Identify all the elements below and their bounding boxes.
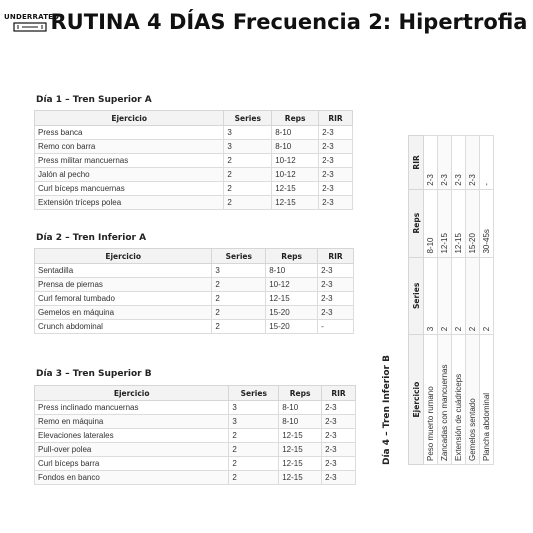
col-header-rir: RIR (319, 111, 353, 126)
logo-text: UNDERRATED (4, 13, 60, 21)
day-3-table (34, 385, 356, 485)
reps-cell: 12-15 (438, 189, 452, 257)
day-2-table (34, 248, 354, 334)
table-row (452, 136, 466, 465)
col-header-reps: Reps (266, 249, 318, 264)
exercise-cell: Crunch abdominal (35, 320, 212, 334)
table-row (35, 292, 354, 306)
table-row (35, 126, 353, 140)
col-header-exercise: Ejercicio (35, 386, 229, 401)
col-header-exercise: Ejercicio (35, 249, 212, 264)
table-row (35, 182, 353, 196)
table-row (35, 154, 353, 168)
exercise-cell: Elevaciones laterales (35, 429, 229, 443)
col-header-exercise: Ejercicio (35, 111, 224, 126)
day-3-title: Día 3 – Tren Superior B (36, 369, 152, 379)
series-cell: 2 (229, 443, 279, 457)
table-row (35, 196, 353, 210)
exercise-cell: Gemelos sentado (466, 335, 480, 465)
exercise-cell: Press banca (35, 126, 224, 140)
series-cell: 3 (229, 401, 279, 415)
reps-cell: 12-15 (452, 189, 466, 257)
table-row (35, 415, 356, 429)
series-cell: 2 (212, 278, 266, 292)
day-4-table (408, 135, 494, 465)
table-header-row (35, 386, 356, 401)
exercise-cell: Fondos en banco (35, 471, 229, 485)
series-cell: 2 (480, 257, 494, 335)
reps-cell: 10-12 (272, 154, 319, 168)
table-row (35, 443, 356, 457)
reps-cell: 15-20 (466, 189, 480, 257)
series-cell: 2 (438, 257, 452, 335)
rir-cell: 2-3 (438, 136, 452, 190)
exercise-cell: Zancadas con mancuernas (438, 335, 452, 465)
col-header-rir: RIR (318, 249, 354, 264)
exercise-cell: Sentadilla (35, 264, 212, 278)
series-cell: 2 (212, 320, 266, 334)
exercise-cell: Remo con barra (35, 140, 224, 154)
table-row (35, 457, 356, 471)
table-row (35, 140, 353, 154)
series-cell: 3 (229, 415, 279, 429)
day-2-title: Día 2 – Tren Inferior A (36, 233, 147, 243)
table-header-row (409, 136, 424, 465)
col-header-series: Series (224, 111, 272, 126)
reps-cell: 12-15 (279, 471, 322, 485)
col-header-series: Series (212, 249, 266, 264)
rir-cell: 2-3 (322, 471, 356, 485)
rir-cell: 2-3 (322, 415, 356, 429)
day-4-rotated-block (382, 135, 494, 465)
col-header-rir: RIR (322, 386, 356, 401)
table-row (438, 136, 452, 465)
exercise-cell: Prensa de piernas (35, 278, 212, 292)
reps-cell: 12-15 (279, 443, 322, 457)
col-header-series: Series (229, 386, 279, 401)
exercise-cell: Jalón al pecho (35, 168, 224, 182)
rir-cell: 2-3 (322, 401, 356, 415)
table-row (466, 136, 480, 465)
rir-cell: 2-3 (424, 136, 438, 190)
col-header-reps: Reps (409, 189, 424, 257)
exercise-cell: Pull-over polea (35, 443, 229, 457)
reps-cell: 8-10 (272, 126, 319, 140)
reps-cell: 8-10 (424, 189, 438, 257)
exercise-cell: Remo en máquina (35, 415, 229, 429)
rir-cell: 2-3 (319, 168, 353, 182)
rir-cell: 2-3 (319, 182, 353, 196)
series-cell: 2 (224, 196, 272, 210)
rir-cell: 2-3 (466, 136, 480, 190)
reps-cell: 12-15 (272, 196, 319, 210)
rir-cell: 2-3 (319, 154, 353, 168)
col-header-series: Series (409, 257, 424, 335)
series-cell: 2 (229, 429, 279, 443)
reps-cell: 12-15 (272, 182, 319, 196)
reps-cell: 10-12 (272, 168, 319, 182)
reps-cell: 12-15 (279, 457, 322, 471)
series-cell: 2 (212, 292, 266, 306)
rir-cell: 2-3 (322, 443, 356, 457)
rir-cell: 2-3 (322, 429, 356, 443)
exercise-cell: Curl bíceps barra (35, 457, 229, 471)
reps-cell: 10-12 (266, 278, 318, 292)
series-cell: 3 (224, 126, 272, 140)
reps-cell: 12-15 (266, 292, 318, 306)
rir-cell: 2-3 (322, 457, 356, 471)
series-cell: 2 (229, 471, 279, 485)
rir-cell: 2-3 (452, 136, 466, 190)
reps-cell: 8-10 (279, 415, 322, 429)
table-row (480, 136, 494, 465)
table-row (35, 471, 356, 485)
day-1-title: Día 1 – Tren Superior A (36, 95, 152, 105)
reps-cell: 15-20 (266, 320, 318, 334)
page-title: RUTINA 4 DÍAS Frecuencia 2: Hipertrofia (50, 10, 528, 34)
rir-cell: - (318, 320, 354, 334)
table-row (35, 401, 356, 415)
col-header-reps: Reps (272, 111, 319, 126)
series-cell: 2 (224, 168, 272, 182)
rir-cell: - (480, 136, 494, 190)
exercise-cell: Press militar mancuernas (35, 154, 224, 168)
reps-cell: 12-15 (279, 429, 322, 443)
rir-cell: 2-3 (319, 196, 353, 210)
exercise-cell: Gemelos en máquina (35, 306, 212, 320)
table-row (35, 429, 356, 443)
exercise-cell: Extensión de cuádriceps (452, 335, 466, 465)
rir-cell: 2-3 (319, 126, 353, 140)
table-row (35, 278, 354, 292)
rir-cell: 2-3 (318, 292, 354, 306)
exercise-cell: Extensión tríceps polea (35, 196, 224, 210)
exercise-cell: Curl femoral tumbado (35, 292, 212, 306)
exercise-cell: Peso muerto rumano (424, 335, 438, 465)
col-header-reps: Reps (279, 386, 322, 401)
table-row (35, 264, 354, 278)
reps-cell: 8-10 (272, 140, 319, 154)
col-header-rir: RIR (409, 136, 424, 190)
rir-cell: 2-3 (319, 140, 353, 154)
rir-cell: 2-3 (318, 264, 354, 278)
day-4-title: Día 4 – Tren Inferior B (382, 355, 392, 465)
table-header-row (35, 111, 353, 126)
series-cell: 3 (424, 257, 438, 335)
table-row (424, 136, 438, 465)
reps-cell: 30-45s (480, 189, 494, 257)
series-cell: 2 (212, 306, 266, 320)
series-cell: 2 (224, 182, 272, 196)
col-header-exercise: Ejercicio (409, 335, 424, 465)
series-cell: 3 (212, 264, 266, 278)
day-1-table (34, 110, 353, 210)
exercise-cell: Press inclinado mancuernas (35, 401, 229, 415)
reps-cell: 8-10 (266, 264, 318, 278)
reps-cell: 15-20 (266, 306, 318, 320)
table-row (35, 320, 354, 334)
table-row (35, 168, 353, 182)
reps-cell: 8-10 (279, 401, 322, 415)
rir-cell: 2-3 (318, 278, 354, 292)
rir-cell: 2-3 (318, 306, 354, 320)
series-cell: 2 (229, 457, 279, 471)
series-cell: 2 (452, 257, 466, 335)
exercise-cell: Plancha abdominal (480, 335, 494, 465)
series-cell: 2 (466, 257, 480, 335)
series-cell: 2 (224, 154, 272, 168)
table-row (35, 306, 354, 320)
series-cell: 3 (224, 140, 272, 154)
table-header-row (35, 249, 354, 264)
exercise-cell: Curl bíceps mancuernas (35, 182, 224, 196)
